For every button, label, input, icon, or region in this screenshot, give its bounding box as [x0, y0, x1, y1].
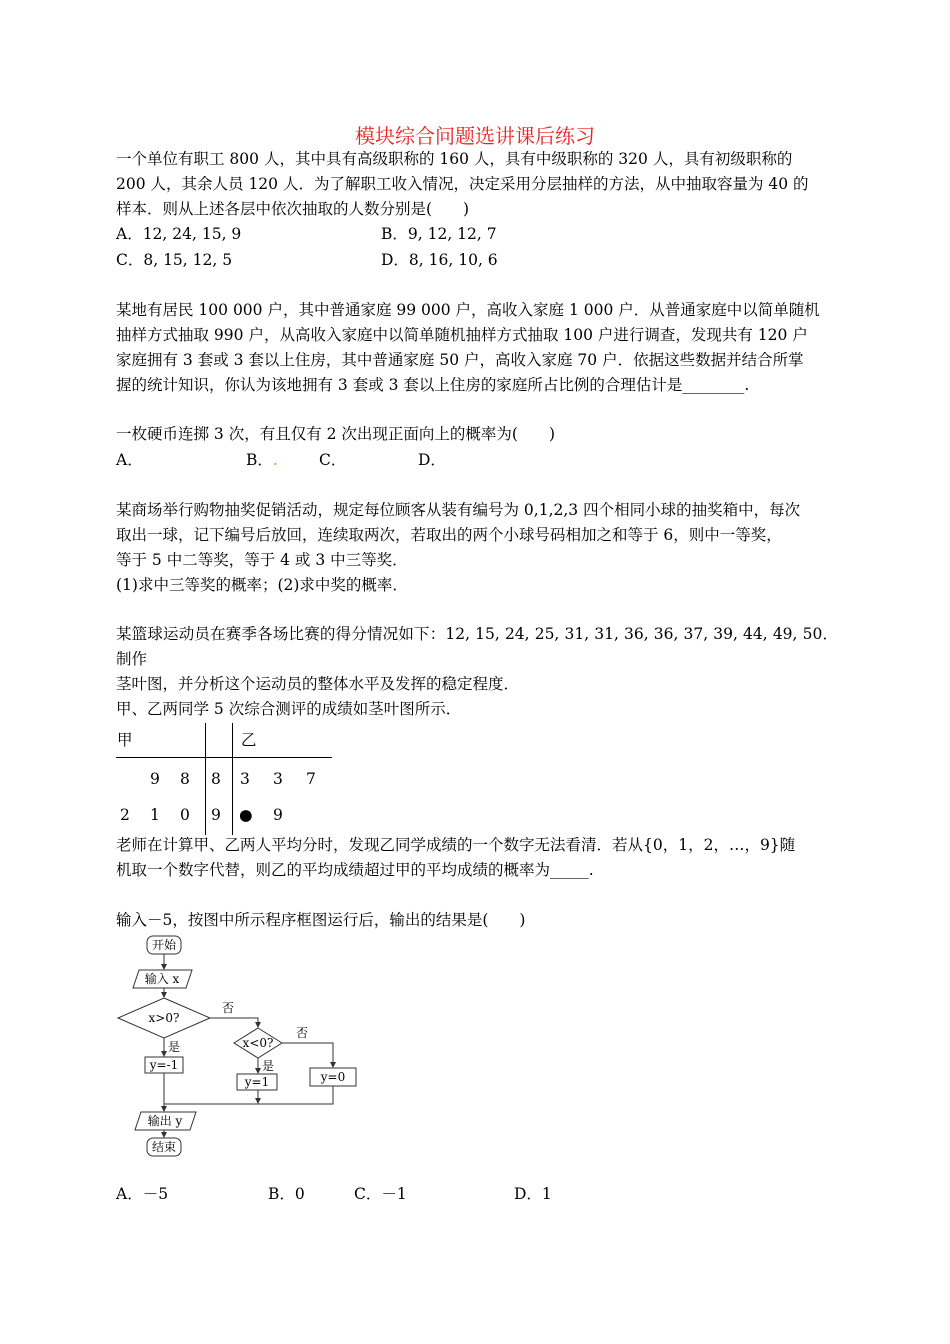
q5-line: 茎叶图，并分析这个运动员的整体水平及发挥的稳定程度． [116, 675, 520, 693]
stem-leaf-cell: 1 [150, 806, 160, 824]
flowchart-assign-2-text: y=1 [244, 1075, 270, 1089]
page-title: 模块综合问题选讲课后练习 [355, 124, 595, 148]
q1-line: 200 人，其余人员 120 人．为了解职工收入情况，决定采用分层抽样的方法，从中抽取容量为 40 的 [116, 175, 809, 193]
q3-option-a: A． [116, 451, 143, 469]
q2-line: 抽样方式抽取 990 户，从高收入家庭中以简单随机抽样方式抽取 100 户进行调查，发现共有 120 户 [116, 326, 808, 344]
stem-leaf-cell: 9 [150, 770, 160, 788]
flowchart-condition-1-text: x>0? [148, 1011, 180, 1025]
flowchart-assign-1-text: y=-1 [149, 1058, 179, 1072]
question-3 [116, 422, 838, 447]
q4-line: (1)求中三等奖的概率；(2)求中奖的概率． [116, 576, 408, 594]
question-5 [116, 622, 838, 697]
stem-leaf-cell: 3 [273, 770, 283, 788]
q3-option-b [246, 448, 278, 473]
q6-line: 机取一个数字代替，则乙的平均成绩超过甲的平均成绩的概率为_____. [116, 861, 594, 879]
flowchart-no-label-2: 否 [296, 1026, 309, 1040]
stem-leaf-cell: 0 [180, 806, 190, 824]
q3-option-c: C． [319, 451, 347, 469]
q3-option-b-mark: . [272, 451, 278, 469]
q7-line: 输入－5，按图中所示程序框图运行后，输出的结果是( ) [116, 911, 526, 929]
q7-option-c: C．－1 [354, 1185, 407, 1203]
flowchart-yes-label: 是 [168, 1040, 181, 1054]
q4-line: 某商场举行购物抽奖促销活动，规定每位顾客从装有编号为 0,1,2,3 四个相同小球的抽奖箱中，每次 [116, 501, 801, 519]
q5-line: 某篮球运动员在赛季各场比赛的得分情况如下：12, 15, 24, 25, 31, 31, 36, 36, 37, 39, 44, 49, 50．制作 [116, 625, 838, 668]
q1-line: 一个单位有职工 800 人，其中具有高级职称的 160 人，具有中级职称的 320 人，具有初级职称的 [116, 150, 793, 168]
question-1 [116, 147, 838, 222]
stem-leaf-left-header: 甲 [117, 731, 133, 749]
flowchart-svg [110, 930, 370, 1165]
stem-leaf-cell: 8 [180, 770, 190, 788]
question-4 [116, 498, 838, 598]
q1-option-a: A．12, 24, 15, 9 [116, 225, 242, 243]
stem-leaf-divider-right [232, 723, 233, 835]
flowchart-input-text: 输入 x [144, 972, 180, 986]
flowchart-start-text: 开始 [151, 938, 177, 952]
q2-line: 某地有居民 100 000 户，其中普通家庭 99 000 户，高收入家庭 1 000 户．从普通家庭中以简单随机 [116, 301, 820, 319]
flowchart-assign-3-text: y=0 [320, 1070, 346, 1084]
stem-leaf-stem: 8 [211, 770, 221, 788]
stem-leaf-cell: 7 [306, 770, 316, 788]
q3-option-b-label: B． [246, 451, 273, 469]
program-flowchart [110, 930, 370, 1165]
stem-leaf-right-header: 乙 [241, 731, 257, 749]
q2-line: 家庭拥有 3 套或 3 套以上住房，其中普通家庭 50 户，高收入家庭 70 户．依据这些数据并结合所掌 [116, 351, 804, 369]
stem-leaf-cell: 9 [273, 806, 283, 824]
q1-line: 样本．则从上述各层中依次抽取的人数分别是( ) [116, 200, 470, 218]
q7-option-b: B．0 [268, 1185, 305, 1203]
q6-line: 甲、乙两同学 5 次综合测评的成绩如茎叶图所示． [116, 700, 462, 718]
question-6-intro [116, 697, 838, 722]
stem-leaf-divider-left [205, 723, 206, 835]
q7-option-d: D．1 [514, 1185, 552, 1203]
q1-option-d: D．8, 16, 10, 6 [381, 251, 498, 269]
flowchart-output-text: 输出 y [147, 1114, 183, 1128]
stem-leaf-cell: 2 [120, 806, 130, 824]
q7-option-a: A．－5 [116, 1185, 169, 1203]
flowchart-no-label: 否 [222, 1001, 235, 1015]
flowchart-end-text: 结束 [151, 1140, 177, 1154]
stem-leaf-cell-obscured: ● [239, 806, 253, 824]
q1-option-c: C．8, 15, 12, 5 [116, 251, 233, 269]
q6-line: 老师在计算甲、乙两人平均分时，发现乙同学成绩的一个数字无法看清．若从{0，1，2，…，9}随 [116, 836, 796, 854]
flowchart-condition-2-text: x<0? [242, 1036, 274, 1050]
q4-line: 等于 5 中二等奖，等于 4 或 3 中三等奖． [116, 551, 408, 569]
q3-option-d: D． [418, 451, 446, 469]
question-2 [116, 298, 838, 398]
q3-line: 一枚硬币连掷 3 次，有且仅有 2 次出现正面向上的概率为( ) [116, 425, 556, 443]
stem-leaf-stem: 9 [211, 806, 221, 824]
q4-line: 取出一球，记下编号后放回，连续取两次，若取出的两个小球号码相加之和等于 6，则中一等奖， [116, 526, 782, 544]
stem-leaf-header-rule [116, 757, 332, 758]
q2-line: 握的统计知识，你认为该地拥有 3 套或 3 套以上住房的家庭所占比例的合理估计是________. [116, 376, 750, 394]
flowchart-yes-label-2: 是 [262, 1059, 275, 1073]
stem-leaf-cell: 3 [240, 770, 250, 788]
q1-option-b: B．9, 12, 12, 7 [381, 225, 497, 243]
question-6-body [116, 833, 838, 883]
